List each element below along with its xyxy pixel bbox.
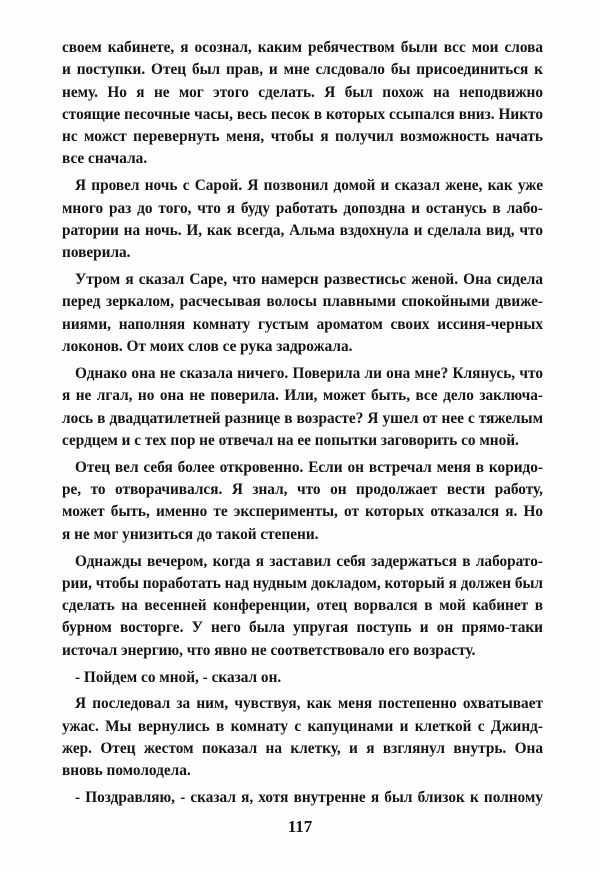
text-line: может быть, именно те эксперименты, от которых отказался я. Но: [62, 503, 543, 521]
text-line: лось в двадцатилетней разнице в возрасте? Я ушел от нее с тяжелым: [62, 409, 543, 427]
text-line: Однажды вечером, когда я заставил себя задержаться в лаборато-: [75, 552, 543, 570]
text-line: Утром я сказал Саре, что намерсн развестисьс женой. Она сидела: [75, 271, 543, 289]
text-line: вновь помолодела.: [62, 762, 191, 780]
text-line: бурном восторге. У него была упругая поступь и он прямо-таки: [62, 619, 543, 637]
text-line: сделать на весенней конференции, отец ворвался в мой кабинет в: [62, 597, 543, 615]
text-line: сердцем и с тех пор не отвечал на ее попытки заговорить со мной.: [62, 431, 519, 449]
text-line: поверила.: [62, 244, 131, 262]
text-line: все сначала.: [62, 150, 148, 168]
text-line: нс можст перевернуть меня, чтобы я получил возможность начать: [62, 128, 543, 146]
paragraph: [62, 175, 543, 264]
page-number: 117: [287, 817, 313, 836]
text-line: я не мог унизиться до такой степени.: [62, 525, 319, 543]
text-line: ратории на ночь. И, как всегда, Альма вздохнула и сделала вид, что: [62, 221, 543, 239]
text-line: ре, то отворачивался. Я знал, что он продолжает вести работу,: [62, 481, 543, 499]
text-line: источал энергию, что явно не соответствовало его возрасту.: [62, 641, 476, 659]
text-line: жер. Отец жестом показал на клетку, и я взглянул внутрь. Она: [62, 740, 543, 758]
text-line: рии, чтобы поработать над нудным докладом, который я должен был: [62, 574, 543, 592]
text-line: - Пойдем со мной, - сказал он.: [75, 668, 282, 686]
paragraph: [62, 787, 543, 809]
paragraph: [62, 667, 543, 689]
text-line: Я последовал за ним, чувствуя, как меня постепенно охватывает: [75, 695, 543, 713]
paragraph: [62, 551, 543, 662]
body-text: [62, 37, 543, 810]
text-line: Я провел ночь с Сарой. Я позвонил домой и сказал жене, как уже: [75, 177, 543, 195]
text-line: ужас. Мы вернулись в комнату с капуцинами и клеткой с Джинд-: [62, 717, 543, 735]
text-line: Однако она не сказала ничего. Поверила ли она мне? Клянусь, что: [75, 364, 543, 382]
text-line: стоящие песочные часы, весь песок в которых ссыпался вниз. Никто: [62, 105, 543, 123]
text-line: я не лгал, но она не поверила. Или, может быть, все дело заключа-: [62, 387, 543, 405]
paragraph: [62, 269, 543, 358]
text-line: ниями, наполняя комнату густым ароматом своих иссиня-черных: [62, 315, 543, 333]
text-line: пeред зеркалом, расчесывая волосы плавными спокойными движе-: [62, 293, 543, 311]
paragraph: [62, 37, 543, 171]
text-line: нему. Но я не мог этого сделать. Я был похож на неподвижно: [62, 83, 543, 101]
text-line: и поступки. Отец был прав, и мне слсдовало бы присоединиться к: [62, 61, 543, 79]
text-line: - Поздравляю, - сказал я, хотя внутренне я был близок к полному: [75, 789, 543, 807]
paragraph: [62, 693, 543, 782]
text-line: своем кабинете, я осознал, каким ребячеством были всс мои слова: [62, 39, 543, 56]
text-line: много раз до того, что я буду работать допоздна и останусь в лабо-: [62, 199, 543, 217]
paragraph: [62, 457, 543, 546]
text-line: локонов. От моих слов се рука задрожала.: [62, 338, 353, 356]
paragraph: [62, 363, 543, 452]
text-line: Отец вел себя более откровенно. Если он встречал меня в коридо-: [75, 458, 543, 476]
